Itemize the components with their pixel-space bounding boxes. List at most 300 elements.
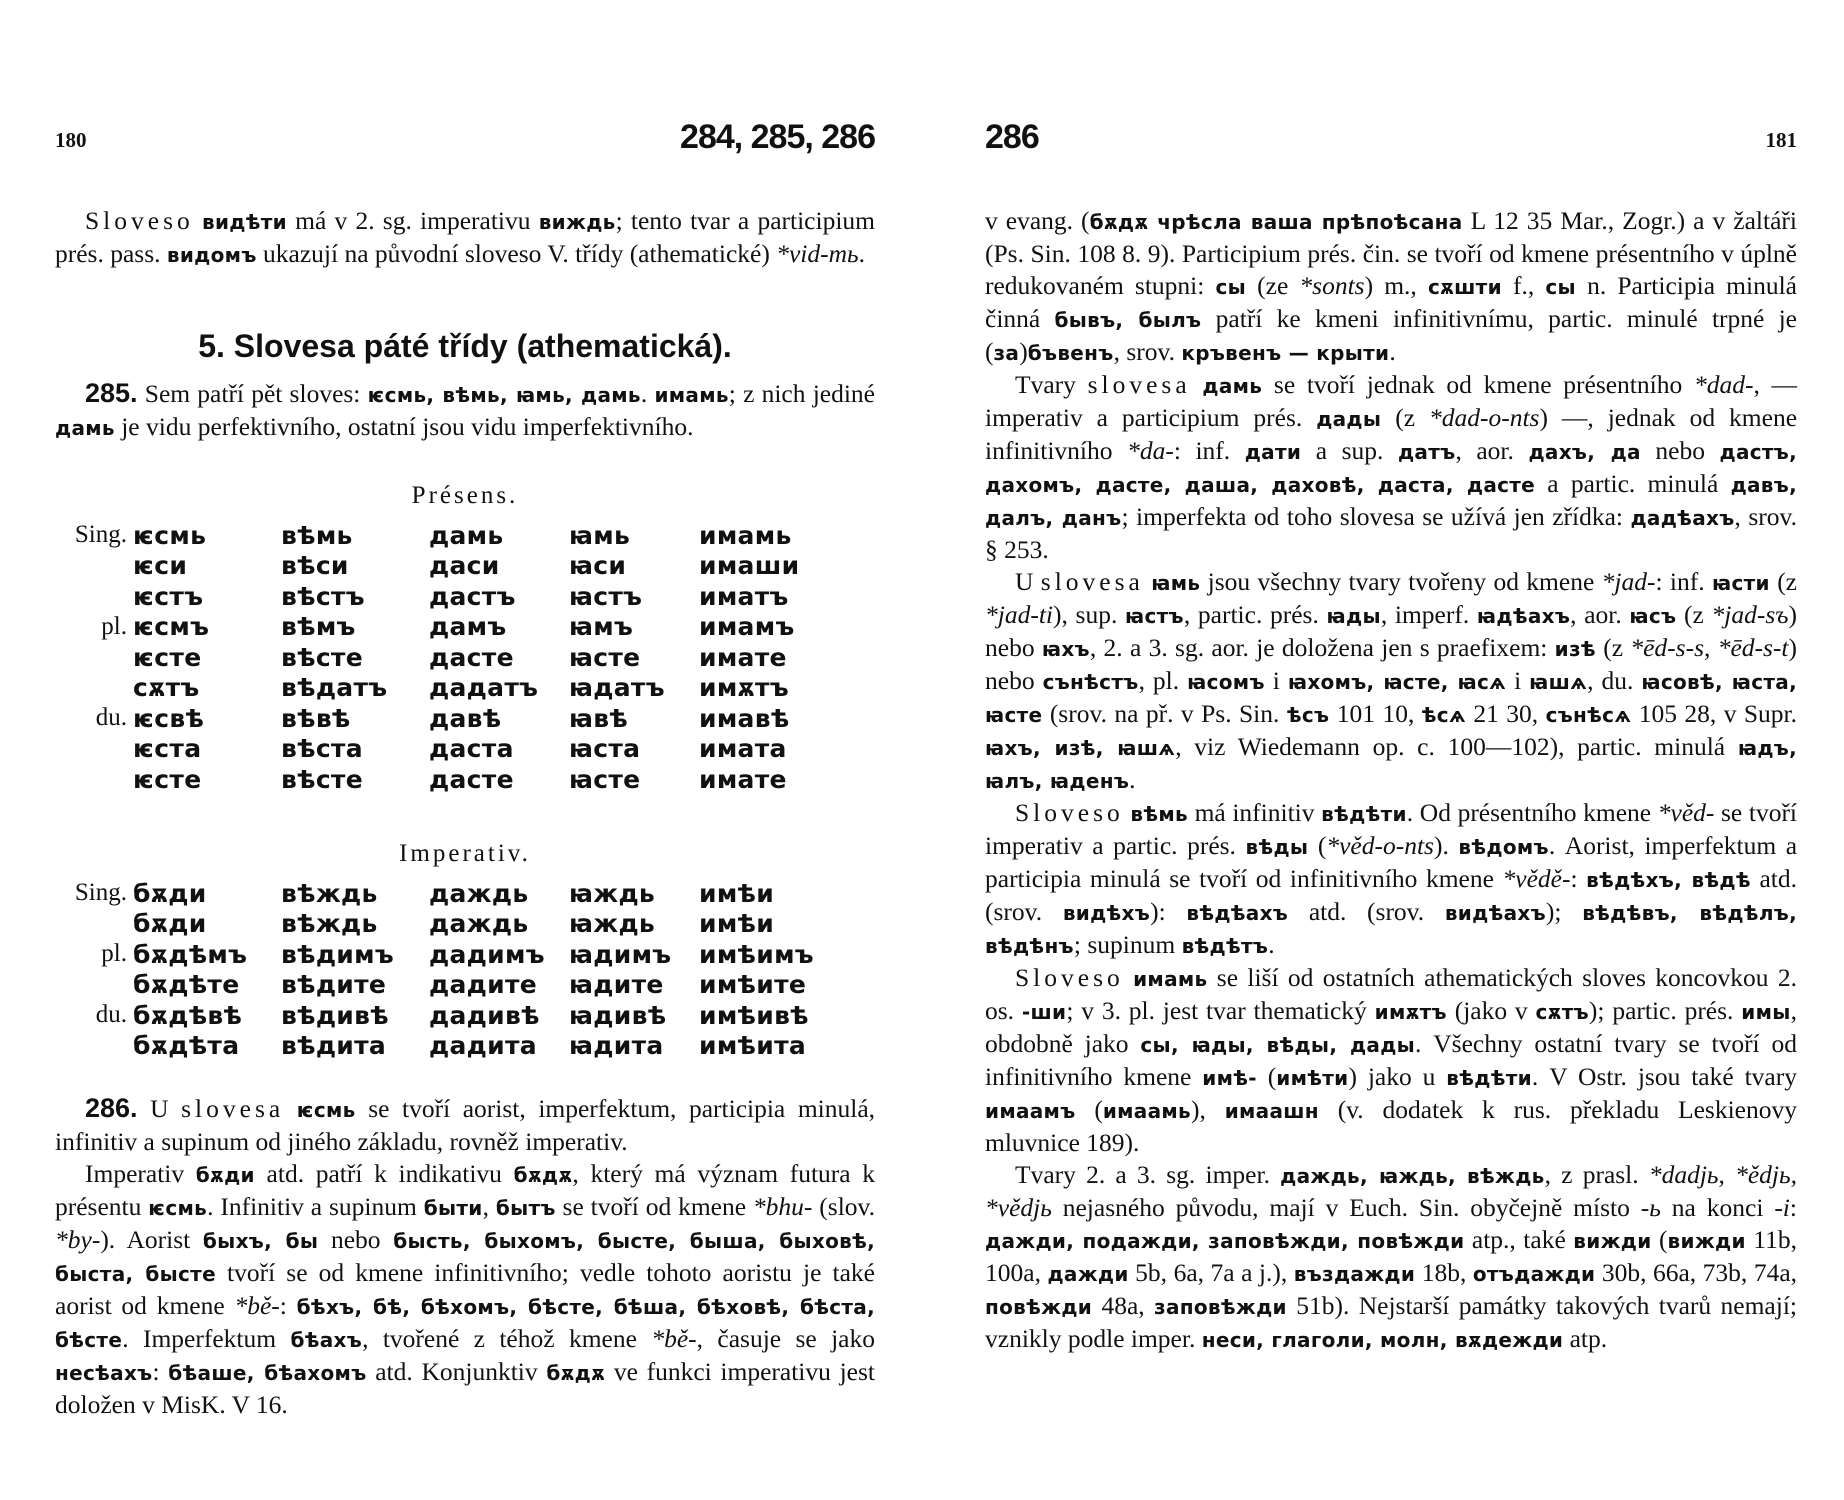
right-paragraph-3 [985, 566, 1797, 797]
text-run: Tvary [1015, 370, 1088, 399]
text-run: Imperativ [85, 1159, 196, 1188]
paradigm-form: ꙗдимъ [569, 939, 672, 969]
paradigm-form: имѫтъ [699, 673, 789, 703]
number-label: pl. [101, 940, 127, 968]
church-slavonic-word: ꙗстъ [1125, 604, 1184, 628]
church-slavonic-word: ѥсмь, вѣмь, ꙗмь, дамь [367, 383, 641, 407]
section-numbers-header: 284, 285, 286 [680, 118, 875, 156]
paradigm-row [55, 1031, 839, 1062]
church-slavonic-word: дажди, подажди, заповѣжди, повѣжди [985, 1229, 1465, 1253]
text-run: se tvoří aorist, imperfektum, participia minulá, infinitiv a supinum od jiného základu, rovněž imperativ. [55, 1094, 876, 1156]
church-slavonic-word: дажди [1047, 1262, 1129, 1286]
italic-form: *jad- [1601, 567, 1656, 596]
church-slavonic-word: вѣдѣахъ [1186, 901, 1289, 925]
right-page [985, 0, 1797, 1500]
text-run: atp. [1563, 1324, 1608, 1353]
church-slavonic-word: имѣ- [1202, 1066, 1257, 1090]
text-run: nebo [1640, 436, 1720, 465]
page-number-right: 181 [1765, 128, 1797, 152]
church-slavonic-word: видомъ [166, 243, 257, 267]
italic-form: -ь [1640, 1193, 1661, 1222]
text-run: jsou všechny tvary tvořeny od kmene [1200, 567, 1602, 596]
text-run: se liší od ostatních athematických sloves koncovkou 2. os. [985, 963, 1798, 1025]
text-run: ) jako u [1348, 1062, 1447, 1091]
number-label: pl. [101, 612, 127, 640]
italic-form: *vid-mь [776, 239, 859, 268]
paradigm-form: вѣмь [281, 520, 353, 550]
text-run: ): [1150, 897, 1187, 926]
paradigm-row [55, 612, 839, 643]
church-slavonic-word: сѫтъ [1535, 1000, 1589, 1024]
church-slavonic-word: сы [1545, 275, 1576, 299]
church-slavonic-word: даждь, ꙗждь, вѣждь [1280, 1164, 1545, 1188]
paradigm-form: ꙗдите [569, 970, 664, 1000]
church-slavonic-word: дахъ, да [1528, 440, 1641, 464]
text-run: ) —, jednak od kmene infinitivního [985, 403, 1798, 465]
church-slavonic-word: дамь [55, 416, 115, 440]
text-run: na konci [1660, 1193, 1775, 1222]
paradigm-form: дадита [429, 1031, 537, 1061]
text-run: ); partic. prés. [1588, 996, 1742, 1025]
paradigm-form: дастъ [429, 581, 516, 611]
church-slavonic-word: видѣти [201, 210, 287, 234]
paradigm-form: даси [429, 551, 500, 581]
paradigm-form: ѥсте [133, 764, 202, 794]
church-slavonic-word: бъвенъ [1027, 341, 1114, 365]
church-slavonic-word: ꙗмь [1151, 571, 1201, 595]
paragraph-284 [55, 205, 875, 271]
number-label [55, 909, 133, 940]
church-slavonic-word: въздажди [1293, 1262, 1416, 1286]
paradigm-form: вѣстъ [281, 581, 365, 611]
paradigm-form: имѣита [699, 1031, 807, 1061]
church-slavonic-word: вѣдѣхъ, вѣдѣ [1586, 868, 1751, 892]
text-run: slovesa [1087, 370, 1191, 399]
church-slavonic-word: вѣдѣтъ [1181, 934, 1269, 958]
text-run: slovesa [1040, 567, 1144, 596]
text-run: . Imperfektum [122, 1324, 291, 1353]
number-label: du. [95, 704, 127, 732]
text-run: se tvoří imperativ a partic. prés. [985, 798, 1798, 860]
paradigm-form: ꙗдатъ [569, 673, 665, 703]
church-slavonic-word: сы [1215, 275, 1247, 299]
paragraph-285 [55, 377, 875, 444]
paradigm-form: имѣимъ [699, 939, 814, 969]
number-label [55, 581, 133, 612]
text-run: , srov. [1113, 337, 1182, 366]
text-run: atd. (srov. [985, 864, 1798, 926]
imperative-paradigm-table [55, 878, 839, 1061]
church-slavonic-word: имѣти [1276, 1066, 1349, 1090]
text-run [1191, 370, 1203, 399]
page-number-left: 180 [55, 128, 87, 152]
paradigm-row [55, 970, 839, 1001]
church-slavonic-word: вѣдомъ [1458, 835, 1549, 859]
paradigm-form: имѣивѣ [699, 1000, 809, 1030]
text-run: ; supinum [1073, 930, 1182, 959]
paragraph-285-text [55, 377, 875, 444]
church-slavonic-word: имѫтъ [1374, 1000, 1447, 1024]
paradigm-form: бѫдѣмъ [133, 939, 248, 969]
text-run: , du. [1587, 666, 1642, 695]
italic-form: *by- [55, 1225, 101, 1254]
church-slavonic-word: ꙗдъ, ꙗлъ, ꙗденъ [985, 736, 1797, 793]
text-run: ; z nich jediné [728, 379, 875, 408]
text-run: . [1129, 765, 1136, 794]
paradigm-form: иматъ [699, 581, 789, 611]
paradigm-form: бѫди [133, 909, 207, 939]
church-slavonic-word: изѣ [1554, 637, 1596, 661]
text-run: ) m., [1364, 271, 1428, 300]
paradigm-form: ꙗста [569, 734, 641, 764]
text-run: . Infinitiv a supinum [207, 1192, 424, 1221]
text-run: atd. patří k indikativu [254, 1159, 514, 1188]
italic-form: *dad- [1693, 370, 1754, 399]
text-run: , 2. a 3. sg. aor. je doložena jen s praefixem: [1089, 633, 1555, 662]
text-run: L 12 35 Mar., Zogr.) a v žaltáři (Ps. Sin. 108 8. 9). Participium prés. čin. se tvoří od kmene présentního v úplně redukovaném stupni: [985, 206, 1797, 300]
text-run: 18b, [1415, 1258, 1473, 1287]
church-slavonic-word: заповѣжди [1154, 1295, 1287, 1319]
paradigm-form: вѣдите [281, 970, 387, 1000]
church-slavonic-word: кръвенъ — крыти [1181, 341, 1390, 365]
number-label [55, 764, 133, 795]
church-slavonic-word: бѫдѫ [546, 1361, 606, 1385]
number-label [55, 551, 133, 582]
text-run: má infinitiv [1187, 798, 1322, 827]
church-slavonic-word: бѣаше, бѣахомъ [168, 1361, 367, 1385]
paradigm-row [55, 703, 839, 734]
text-run: se tvoří od kmene [555, 1192, 753, 1221]
paradigm-row [55, 551, 839, 582]
church-slavonic-word: виждь [538, 210, 616, 234]
paradigm-form: ꙗждь [569, 909, 656, 939]
section-number-header: 286 [985, 118, 1039, 156]
text-run: (srov. na př. v Ps. Sin. [1042, 699, 1287, 728]
church-slavonic-word: сы, ꙗды, вѣды, дады [1140, 1033, 1416, 1057]
text-run: . [858, 239, 866, 268]
church-slavonic-word: видѣахъ [1444, 901, 1546, 925]
text-run: , tvořené z téhož kmene [362, 1324, 652, 1353]
text-run: U [137, 1094, 182, 1123]
church-slavonic-word: дати [1244, 440, 1302, 464]
text-run: tvoří se od kmene infinitivního; vedle tohoto aoristu je také aorist od kmene [55, 1258, 875, 1320]
paradigm-form: ѥсте [133, 642, 202, 672]
text-run: , aor. [1455, 436, 1529, 465]
right-paragraph-2 [985, 369, 1797, 566]
church-slavonic-word: ꙗхомъ, ꙗсте, ꙗсѧ [1287, 670, 1507, 694]
text-run: f., [1501, 271, 1546, 300]
paradigm-form: даждь [429, 909, 529, 939]
paradigm-form: вѣси [281, 551, 349, 581]
paradigm-form: имѣите [699, 970, 807, 1000]
text-run: je vidu perfektivního, ostatní jsou vidu imperfektivního. [114, 412, 694, 441]
church-slavonic-word: видѣхъ [1062, 901, 1151, 925]
text-run: Sloveso [85, 206, 194, 235]
number-label [55, 1031, 133, 1062]
text-run: ; v 3. pl. jest tvar thematický [1066, 996, 1375, 1025]
text-run: i [1264, 666, 1288, 695]
paradigm-form: ѥсмъ [133, 612, 210, 642]
church-slavonic-word: вѣдѣти [1446, 1066, 1532, 1090]
church-slavonic-word: имы [1741, 1000, 1791, 1024]
number-label: du. [95, 1001, 127, 1029]
church-slavonic-word: бѫдѫ чрѣсла ваша прѣпоѣсана [1089, 210, 1463, 234]
paradigm-row [55, 764, 839, 795]
text-run: 5b, 6a, 7a a j.), [1128, 1258, 1294, 1287]
text-run: , časuje se jako [696, 1324, 875, 1353]
paradigm-form: дадатъ [429, 673, 539, 703]
church-slavonic-word: имаамь [1102, 1099, 1191, 1123]
text-run: : [1570, 864, 1587, 893]
church-slavonic-word: отъдажди [1472, 1262, 1596, 1286]
text-run [1124, 963, 1133, 992]
church-slavonic-word: вѣмь [1130, 802, 1188, 826]
church-slavonic-word: дастъ, дахомъ, дасте, даша, даховѣ, даста, дасте [985, 440, 1798, 497]
paradigm-form: ꙗвѣ [569, 703, 629, 733]
paradigm-form: ꙗдита [569, 1031, 664, 1061]
text-run: ( [1308, 831, 1327, 860]
text-run: Tvary 2. a 3. sg. imper. [1015, 1160, 1281, 1189]
church-slavonic-word: бѫдѫ [513, 1163, 573, 1187]
number-label [55, 734, 133, 765]
paradigm-row [55, 1000, 839, 1031]
church-slavonic-word: бысть, быхомъ, бысте, быша, быховѣ, быста, бысте [55, 1229, 875, 1286]
church-slavonic-word: быти [423, 1196, 483, 1220]
italic-form: *vědě- [1502, 864, 1571, 893]
paradigm-form: даждь [429, 878, 529, 908]
imperative-caption: Imperativ. [399, 840, 531, 867]
number-label [55, 673, 133, 704]
section-number: 285. [85, 378, 138, 408]
text-run: . [1268, 930, 1275, 959]
right-body [985, 205, 1797, 1356]
text-run: 101 10, [1329, 699, 1422, 728]
church-slavonic-word: ꙗсти [1711, 571, 1770, 595]
paragraph-imperativ-text [55, 1158, 875, 1421]
text-run: i [1506, 666, 1530, 695]
church-slavonic-word: ꙗсомъ [1187, 670, 1265, 694]
paradigm-form: ꙗсте [569, 642, 641, 672]
text-run: 51b). Nejstarší památky takových tvarů nemají; vznikly podle imper. [985, 1291, 1797, 1353]
text-run: (z [1595, 633, 1631, 662]
text-run: ), sup. [1053, 600, 1125, 629]
section-number: 286. [85, 1093, 138, 1123]
text-run: ) [1019, 337, 1028, 366]
text-run: n. Participia minulá činná [985, 271, 1797, 333]
right-paragraph-1 [985, 205, 1797, 369]
text-run: má v 2. sg. imperativu [286, 206, 539, 235]
text-run: slovesa [181, 1094, 285, 1123]
paradigm-form: имаши [699, 551, 800, 581]
church-slavonic-word: ꙗхъ [1041, 637, 1090, 661]
paradigm-row [55, 939, 839, 970]
text-run: (ze [1246, 271, 1300, 300]
text-run: se tvoří jednak od kmene présentního [1262, 370, 1694, 399]
italic-form: *bě- [234, 1291, 280, 1320]
italic-form: *jad-sъ [1711, 600, 1789, 629]
church-slavonic-word: вижди [1667, 1229, 1746, 1253]
church-slavonic-word: сънѣсѧ [1545, 703, 1632, 727]
text-run [284, 1094, 297, 1123]
paradigm-form: ꙗстъ [569, 581, 643, 611]
text-run: 48a, [1092, 1291, 1155, 1320]
paradigm-form: вѣсте [281, 764, 363, 794]
paradigm-form: имате [699, 642, 787, 672]
italic-form: *věd- [1657, 798, 1715, 827]
paradigm-row [55, 734, 839, 765]
paradigm-row [55, 642, 839, 673]
church-slavonic-word: бѣхъ, бѣ, бѣхомъ, бѣсте, бѣша, бѣховѣ, бѣста, бѣсте [55, 1295, 876, 1352]
text-run: , obdobně jako [985, 996, 1797, 1058]
text-run: 11b, 100a, [985, 1225, 1797, 1287]
paradigm-form: имѣи [699, 878, 775, 908]
present-caption: Présens. [411, 482, 519, 509]
text-run: Sem patří pět sloves: [137, 379, 368, 408]
text-run: , [482, 1192, 496, 1221]
paradigm-form: имате [699, 764, 787, 794]
italic-form: -i [1774, 1193, 1790, 1222]
paradigm-form: бѫдѣта [133, 1031, 240, 1061]
paradigm-form: имамъ [699, 612, 795, 642]
italic-form: *ēd-s-t [1717, 633, 1789, 662]
text-run: ) nebo [985, 633, 1798, 695]
text-run: : [1789, 1193, 1797, 1222]
text-run: ( [1651, 1225, 1668, 1254]
text-run: a sup. [1301, 436, 1398, 465]
paradigm-form: вѣдатъ [281, 673, 388, 703]
paragraph-286-text [55, 1092, 875, 1158]
text-run: . V Ostr. jsou také tvary [1531, 1062, 1797, 1091]
paradigm-form: бѫди [133, 878, 207, 908]
number-label: Sing. [74, 879, 127, 907]
text-run: ve funkci imperativu jest doložen v MisK. V 16. [55, 1357, 875, 1419]
present-paradigm-table [55, 520, 839, 795]
church-slavonic-word: неси, глаголи, молн, вѫдежди [1201, 1328, 1564, 1352]
paradigm-form: имавѣ [699, 703, 790, 733]
paradigm-form: ꙗдивѣ [569, 1000, 667, 1030]
text-run: (v. dodatek k rus. překladu Leskienovy mluvnice 189). [985, 1095, 1797, 1157]
paradigm-form: дамъ [429, 612, 507, 642]
text-run: ; imperfekta od toho slovesa se užívá jen zřídka: [1121, 502, 1631, 531]
church-slavonic-word: ѣсъ [1286, 703, 1330, 727]
church-slavonic-word: вѣды [1245, 835, 1309, 859]
paragraph-284-text [55, 205, 875, 271]
text-run: , pl. [1138, 666, 1188, 695]
paradigm-form: давѣ [429, 703, 502, 733]
text-run: , aor. [1570, 600, 1630, 629]
text-run: , viz Wiedemann op. c. 100—102), partic. minulá [1175, 732, 1738, 761]
italic-form: *dadjь, *ědjь, *vědjь [985, 1160, 1797, 1222]
church-slavonic-word: ꙗсовѣ, ꙗста, ꙗсте [985, 670, 1797, 727]
church-slavonic-word: давъ, далъ, данъ [985, 473, 1797, 530]
text-run: : [152, 1357, 169, 1386]
church-slavonic-word: дамь [1202, 374, 1263, 398]
italic-form: *věd-o-nts [1326, 831, 1434, 860]
paradigm-form: дадивѣ [429, 1000, 540, 1030]
italic-form: *da- [1127, 436, 1174, 465]
church-slavonic-word: бывъ, былъ [1054, 308, 1202, 332]
number-label [55, 970, 133, 1001]
text-run: , srov. § 253. [985, 502, 1798, 564]
church-slavonic-word: ꙗхъ, изѣ, ꙗшѧ [985, 736, 1176, 760]
paradigm-form: вѣста [281, 734, 363, 764]
paradigm-form: бѫдѣвѣ [133, 1000, 243, 1030]
paradigm-form: ѥсмь [133, 520, 207, 550]
church-slavonic-word: датъ [1397, 440, 1456, 464]
text-run: . Aorist, imperfektum a participia minulá se tvoří od infinitivního kmene [985, 831, 1798, 893]
paradigm-row [55, 581, 839, 612]
text-run: ), [1191, 1095, 1225, 1124]
paradigm-form: ѥстъ [133, 581, 204, 611]
text-run [194, 206, 202, 235]
church-slavonic-word: имаамъ [985, 1099, 1076, 1123]
church-slavonic-word: бѫди [195, 1163, 255, 1187]
church-slavonic-word: ꙗды [1326, 604, 1381, 628]
paradigm-form: дадите [429, 970, 538, 1000]
paradigm-form: ꙗси [569, 551, 627, 581]
paradigm-form: ꙗмъ [569, 612, 634, 642]
church-slavonic-word: ꙗсъ [1629, 604, 1677, 628]
text-run: , imperf. [1380, 600, 1477, 629]
text-run: : [279, 1291, 297, 1320]
text-run: . [1389, 337, 1396, 366]
church-slavonic-word: вижди [1573, 1229, 1652, 1253]
text-run: nebo [318, 1225, 394, 1254]
paradigm-form: вѣждь [281, 878, 378, 908]
paradigm-form: вѣждь [281, 909, 378, 939]
church-slavonic-word: дадѣахъ [1630, 506, 1735, 530]
church-slavonic-word: ꙗдѣахъ [1476, 604, 1571, 628]
church-slavonic-word: быхъ, бы [202, 1229, 319, 1253]
church-slavonic-word: вѣдѣти [1321, 802, 1407, 826]
church-slavonic-word: бѣахъ [290, 1328, 363, 1352]
paradigm-form: дадимъ [429, 939, 545, 969]
text-run: . [640, 379, 655, 408]
paradigm-form: имамь [699, 520, 792, 550]
church-slavonic-word: ѥсмь [148, 1196, 208, 1220]
paradigm-form: вѣвѣ [281, 703, 351, 733]
text-run: atp., také [1464, 1225, 1574, 1254]
church-slavonic-word: -ши [1021, 1000, 1067, 1024]
right-paragraph-6 [985, 1159, 1797, 1356]
text-run: ). [1433, 831, 1459, 860]
paradigm-form: вѣмъ [281, 612, 356, 642]
text-run: , z prasl. [1544, 1160, 1649, 1189]
paradigm-form: имата [699, 734, 787, 764]
church-slavonic-word: за [993, 341, 1020, 365]
church-slavonic-word: имамь [1133, 967, 1208, 991]
paragraph-286 [55, 1092, 875, 1421]
paradigm-form: ꙗсте [569, 764, 641, 794]
paradigm-row [55, 909, 839, 940]
text-run: patří ke kmeni infinitivnímu, partic. minulé trpné je ( [985, 304, 1797, 366]
right-paragraph-4 [985, 797, 1797, 962]
right-paragraph-5 [985, 962, 1797, 1159]
text-run: : inf. [1173, 436, 1245, 465]
paradigm-form: даста [429, 734, 514, 764]
paradigm-form: вѣдивѣ [281, 1000, 389, 1030]
paradigm-form: вѣсте [281, 642, 363, 672]
church-slavonic-word: сънѣстъ [1042, 670, 1139, 694]
text-run: a partic. minulá [1535, 469, 1731, 498]
text-run: , — imperativ a participium prés. [985, 370, 1798, 432]
church-slavonic-word: ѣсѧ [1421, 703, 1466, 727]
italic-form: *bhu- [752, 1192, 813, 1221]
text-run: . Od présentního kmene [1406, 798, 1658, 827]
text-run: ; tento tvar a participium prés. pass. [55, 206, 876, 268]
text-run: , partic. prés. [1183, 600, 1327, 629]
paradigm-form: ѥси [133, 551, 188, 581]
